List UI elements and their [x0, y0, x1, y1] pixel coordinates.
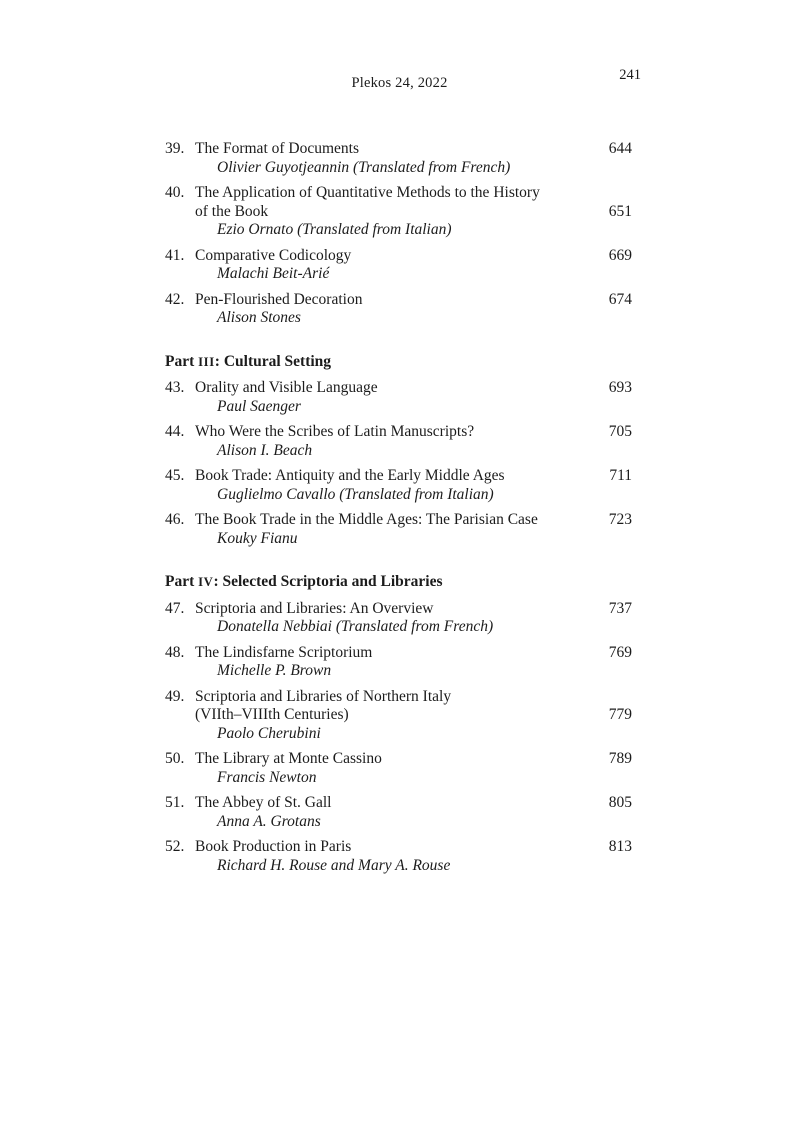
- entry-title: The Application of Quantitative Methods to the History: [195, 184, 540, 201]
- toc-entry: [165, 600, 632, 637]
- entry-title-continued: of the Book: [195, 202, 269, 220]
- entry-author: Anna A. Grotans: [217, 812, 321, 830]
- entry-author: Malachi Beit-Arié: [217, 265, 330, 282]
- toc-entry: [165, 379, 632, 416]
- journal-header: Plekos 24, 2022: [351, 75, 448, 91]
- entry-title: Pen-Flourished Decoration: [195, 290, 363, 308]
- entry-author: Richard H. Rouse and Mary A. Rouse: [217, 856, 451, 874]
- entry-number: 43.: [165, 379, 185, 396]
- entry-title-continued: (VIIth–VIIIth Centuries): [195, 706, 349, 723]
- entry-title: Comparative Codicology: [195, 246, 352, 264]
- section-heading-rest: : Cultural Setting: [214, 352, 332, 370]
- toc-entry: [165, 794, 632, 831]
- entry-title: The Lindisfarne Scriptorium: [195, 643, 373, 661]
- entry-number: 46.: [165, 511, 185, 528]
- toc-entry: [165, 750, 632, 787]
- entry-title: Scriptoria and Libraries of Northern Italy: [195, 687, 452, 705]
- entry-page: 644: [608, 140, 632, 157]
- entry-author: Francis Newton: [217, 768, 317, 786]
- entry-page: 669: [608, 246, 632, 264]
- entry-page: 789: [608, 750, 632, 767]
- entry-title: Orality and Visible Language: [195, 379, 378, 396]
- toc-entry: [165, 184, 632, 240]
- entry-author: Olivier Guyotjeannin (Translated from French): [217, 158, 511, 176]
- toc-entry: [165, 291, 632, 328]
- entry-page: 693: [608, 379, 632, 396]
- entry-author: Alison I. Beach: [217, 441, 313, 459]
- entry-title: The Abbey of St. Gall: [195, 794, 332, 811]
- entry-page: 737: [608, 599, 632, 617]
- entry-author: Donatella Nebbiai (Translated from French): [217, 618, 494, 635]
- entry-author: Ezio Ornato (Translated from Italian): [217, 221, 452, 238]
- entry-title: The Library at Monte Cassino: [195, 750, 382, 767]
- entry-number: 45.: [165, 467, 185, 484]
- entry-page: 723: [608, 511, 632, 528]
- entry-number: 41.: [165, 246, 185, 264]
- section-heading: [165, 353, 632, 372]
- toc-entry: [165, 140, 632, 177]
- toc-entry: [165, 467, 632, 504]
- toc-entry: [165, 511, 632, 548]
- entry-number: 49.: [165, 687, 185, 705]
- toc-entry: [165, 838, 632, 875]
- table-of-contents: [165, 140, 632, 882]
- entry-number: 47.: [165, 599, 185, 617]
- entry-page: 711: [609, 467, 632, 484]
- entry-title: Who Were the Scribes of Latin Manuscripts?: [195, 423, 475, 440]
- entry-author: Michelle P. Brown: [217, 662, 332, 679]
- section-heading-numeral: III: [198, 354, 215, 369]
- section-heading-prefix: Part: [165, 352, 199, 370]
- toc-entry: [165, 688, 632, 744]
- toc-entry: [165, 644, 632, 681]
- toc-entry: [165, 423, 632, 460]
- entry-number: 44.: [165, 423, 185, 440]
- entry-page: 813: [608, 838, 632, 855]
- entry-number: 48.: [165, 643, 185, 661]
- toc-entry: [165, 247, 632, 284]
- entry-number: 52.: [165, 838, 185, 855]
- entry-page: 705: [608, 423, 632, 440]
- entry-page: 674: [608, 290, 632, 308]
- entry-author: Paul Saenger: [217, 397, 301, 415]
- section-heading-numeral: IV: [198, 575, 214, 589]
- entry-number: 42.: [165, 290, 185, 308]
- entry-title: The Book Trade in the Middle Ages: The Parisian Case: [195, 511, 538, 528]
- entry-page: 779: [608, 706, 632, 723]
- entry-number: 39.: [165, 140, 185, 157]
- entry-number: 40.: [165, 184, 185, 201]
- entry-page: 805: [608, 794, 632, 811]
- section-heading-rest: : Selected Scriptoria and Libraries: [213, 573, 443, 590]
- entry-page: 651: [608, 202, 632, 220]
- page-number: 241: [619, 67, 641, 83]
- section-heading-prefix: Part: [165, 573, 199, 590]
- section-heading: [165, 573, 632, 592]
- entry-author: Kouky Fianu: [217, 529, 298, 547]
- entry-number: 50.: [165, 750, 185, 767]
- entry-author: Alison Stones: [217, 309, 301, 326]
- entry-title: Book Production in Paris: [195, 838, 352, 855]
- entry-title: The Format of Documents: [195, 140, 360, 157]
- entry-title: Scriptoria and Libraries: An Overview: [195, 599, 434, 617]
- entry-number: 51.: [165, 794, 185, 811]
- entry-title: Book Trade: Antiquity and the Early Middle Ages: [195, 467, 505, 484]
- entry-page: 769: [608, 643, 632, 661]
- entry-author: Guglielmo Cavallo (Translated from Italian): [217, 485, 494, 503]
- entry-author: Paolo Cherubini: [217, 724, 321, 742]
